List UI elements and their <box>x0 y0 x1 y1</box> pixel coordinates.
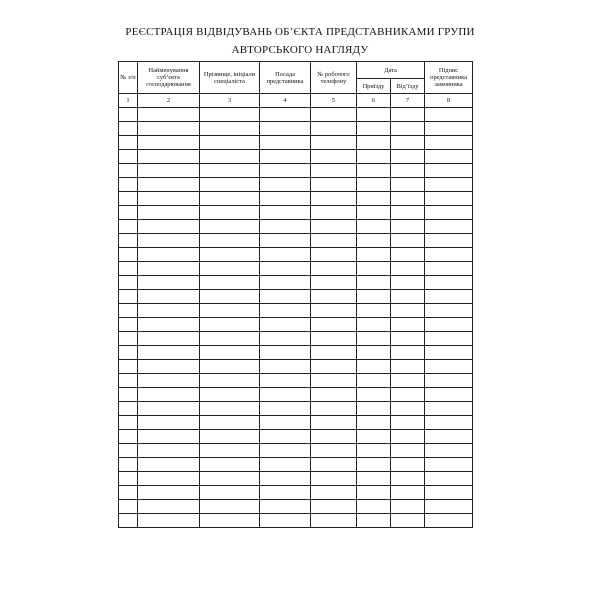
table-cell <box>260 178 311 192</box>
table-cell <box>260 262 311 276</box>
table-row <box>119 444 473 458</box>
table-cell <box>357 122 391 136</box>
header-specialist-name: Прізвище, ініціали спеціаліста <box>200 62 260 94</box>
table-cell <box>138 234 200 248</box>
table-cell <box>260 472 311 486</box>
table-cell <box>260 402 311 416</box>
table-cell <box>357 416 391 430</box>
table-cell <box>311 402 357 416</box>
table-cell <box>357 304 391 318</box>
table-cell <box>260 164 311 178</box>
table-cell <box>200 430 260 444</box>
table-cell <box>119 514 138 528</box>
table-cell <box>425 318 473 332</box>
table-cell <box>200 360 260 374</box>
table-cell <box>200 500 260 514</box>
table-cell <box>311 234 357 248</box>
table-cell <box>260 458 311 472</box>
table-row <box>119 164 473 178</box>
table-cell <box>119 416 138 430</box>
table-cell <box>138 416 200 430</box>
table-cell <box>200 416 260 430</box>
table-cell <box>357 402 391 416</box>
table-cell <box>391 136 425 150</box>
table-cell <box>200 346 260 360</box>
table-cell <box>119 500 138 514</box>
table-cell <box>200 486 260 500</box>
table-cell <box>311 346 357 360</box>
table-cell <box>357 262 391 276</box>
table-cell <box>425 416 473 430</box>
table-cell <box>138 430 200 444</box>
table-cell <box>138 122 200 136</box>
table-cell <box>425 262 473 276</box>
table-cell <box>260 108 311 122</box>
table-cell <box>311 416 357 430</box>
table-cell <box>200 248 260 262</box>
column-number: 1 <box>119 94 138 108</box>
table-cell <box>119 430 138 444</box>
table-cell <box>425 444 473 458</box>
column-number: 8 <box>425 94 473 108</box>
table-cell <box>200 108 260 122</box>
table-cell <box>311 514 357 528</box>
table-cell <box>311 192 357 206</box>
table-cell <box>119 150 138 164</box>
table-cell <box>260 304 311 318</box>
table-cell <box>391 430 425 444</box>
table-cell <box>119 472 138 486</box>
table-cell <box>311 248 357 262</box>
table-cell <box>391 458 425 472</box>
table-cell <box>311 290 357 304</box>
table-cell <box>425 206 473 220</box>
table-cell <box>425 150 473 164</box>
table-cell <box>200 164 260 178</box>
table-cell <box>391 122 425 136</box>
table-row <box>119 486 473 500</box>
table-cell <box>138 374 200 388</box>
table-cell <box>391 248 425 262</box>
table-cell <box>119 206 138 220</box>
table-cell <box>138 346 200 360</box>
table-cell <box>311 388 357 402</box>
table-cell <box>357 164 391 178</box>
table-cell <box>200 276 260 290</box>
table-cell <box>260 388 311 402</box>
table-row <box>119 388 473 402</box>
table-row <box>119 514 473 528</box>
table-cell <box>200 402 260 416</box>
table-row <box>119 318 473 332</box>
table-cell <box>200 304 260 318</box>
table-cell <box>425 178 473 192</box>
table-cell <box>391 206 425 220</box>
table-cell <box>425 304 473 318</box>
table-cell <box>138 486 200 500</box>
table-cell <box>425 136 473 150</box>
table-cell <box>425 430 473 444</box>
table-cell <box>391 332 425 346</box>
table-cell <box>311 374 357 388</box>
table-cell <box>260 430 311 444</box>
table-cell <box>357 234 391 248</box>
table-cell <box>391 416 425 430</box>
table-cell <box>138 262 200 276</box>
table-cell <box>200 472 260 486</box>
table-row <box>119 234 473 248</box>
table-cell <box>138 108 200 122</box>
table-cell <box>260 122 311 136</box>
table-cell <box>119 248 138 262</box>
table-cell <box>357 486 391 500</box>
table-cell <box>260 206 311 220</box>
table-cell <box>311 122 357 136</box>
table-cell <box>260 374 311 388</box>
table-cell <box>119 346 138 360</box>
table-cell <box>200 374 260 388</box>
table-cell <box>311 458 357 472</box>
header-number: № з/п <box>119 62 138 94</box>
table-cell <box>357 150 391 164</box>
table-cell <box>119 318 138 332</box>
table-cell <box>260 486 311 500</box>
table-cell <box>391 304 425 318</box>
table-row <box>119 206 473 220</box>
table-cell <box>357 444 391 458</box>
header-departure: Від’їзду <box>391 79 425 94</box>
table-cell <box>138 500 200 514</box>
table-cell <box>260 332 311 346</box>
table-cell <box>311 206 357 220</box>
table-cell <box>138 206 200 220</box>
table-cell <box>357 276 391 290</box>
header-phone: № робочого телефону <box>311 62 357 94</box>
table-cell <box>357 178 391 192</box>
table-cell <box>311 332 357 346</box>
table-cell <box>391 220 425 234</box>
registration-table <box>118 61 473 528</box>
table-cell <box>391 388 425 402</box>
table-cell <box>200 458 260 472</box>
table-cell <box>425 472 473 486</box>
table-cell <box>425 276 473 290</box>
table-cell <box>311 360 357 374</box>
header-position: Посада представника <box>260 62 311 94</box>
column-number: 5 <box>311 94 357 108</box>
table-row <box>119 122 473 136</box>
header-entity-name: Найменування суб’єкта господарювання <box>138 62 200 94</box>
table-cell <box>425 374 473 388</box>
table-cell <box>425 122 473 136</box>
table-cell <box>138 136 200 150</box>
table-cell <box>391 486 425 500</box>
table-row <box>119 472 473 486</box>
table-cell <box>260 136 311 150</box>
table-cell <box>119 374 138 388</box>
table-row <box>119 346 473 360</box>
table-cell <box>357 318 391 332</box>
table-cell <box>391 234 425 248</box>
table-row <box>119 416 473 430</box>
table-cell <box>138 150 200 164</box>
table-cell <box>425 220 473 234</box>
table-cell <box>391 178 425 192</box>
table-cell <box>138 276 200 290</box>
table-cell <box>200 122 260 136</box>
table-cell <box>119 276 138 290</box>
table-cell <box>119 360 138 374</box>
table-cell <box>391 262 425 276</box>
table-row <box>119 402 473 416</box>
table-cell <box>425 290 473 304</box>
table-cell <box>119 486 138 500</box>
table-row <box>119 108 473 122</box>
table-cell <box>311 220 357 234</box>
table-cell <box>311 136 357 150</box>
table-row <box>119 262 473 276</box>
table-cell <box>138 192 200 206</box>
table-cell <box>200 178 260 192</box>
table-row <box>119 220 473 234</box>
table-cell <box>138 304 200 318</box>
table-cell <box>311 304 357 318</box>
table-cell <box>200 136 260 150</box>
table-cell <box>119 388 138 402</box>
column-number: 7 <box>391 94 425 108</box>
table-cell <box>357 388 391 402</box>
table-cell <box>119 122 138 136</box>
table-cell <box>260 346 311 360</box>
table-body <box>119 108 473 528</box>
table-cell <box>391 514 425 528</box>
table-cell <box>311 500 357 514</box>
table-cell <box>260 500 311 514</box>
table-cell <box>200 388 260 402</box>
table-cell <box>119 402 138 416</box>
table-cell <box>119 108 138 122</box>
table-cell <box>138 458 200 472</box>
table-cell <box>425 234 473 248</box>
table-cell <box>119 458 138 472</box>
table-row <box>119 500 473 514</box>
table-cell <box>119 304 138 318</box>
table-cell <box>391 108 425 122</box>
table-cell <box>391 374 425 388</box>
table-cell <box>425 388 473 402</box>
table-cell <box>119 290 138 304</box>
table-cell <box>138 178 200 192</box>
table-cell <box>311 150 357 164</box>
table-cell <box>311 430 357 444</box>
table-cell <box>200 332 260 346</box>
table-cell <box>425 514 473 528</box>
table-cell <box>200 150 260 164</box>
table-cell <box>425 164 473 178</box>
table-cell <box>391 444 425 458</box>
table-cell <box>357 360 391 374</box>
table-row <box>119 360 473 374</box>
table-cell <box>391 360 425 374</box>
table-cell <box>260 444 311 458</box>
header-arrival: Приїзду <box>357 79 391 94</box>
table-cell <box>357 500 391 514</box>
table-cell <box>200 262 260 276</box>
table-cell <box>260 360 311 374</box>
table-cell <box>119 444 138 458</box>
table-cell <box>260 290 311 304</box>
table-cell <box>119 192 138 206</box>
table-cell <box>200 234 260 248</box>
table-cell <box>138 220 200 234</box>
table-cell <box>391 500 425 514</box>
table-cell <box>138 444 200 458</box>
table-cell <box>391 290 425 304</box>
table-cell <box>119 164 138 178</box>
document-title-line-1: РЕЄСТРАЦІЯ ВІДВІДУВАНЬ ОБ’ЄКТА ПРЕДСТАВНИКАМИ ГРУПИ <box>125 26 475 38</box>
table-cell <box>311 178 357 192</box>
table-cell <box>311 164 357 178</box>
table-cell <box>357 472 391 486</box>
table-cell <box>357 108 391 122</box>
table-cell <box>311 276 357 290</box>
table-cell <box>357 458 391 472</box>
table-cell <box>260 234 311 248</box>
table-cell <box>425 332 473 346</box>
table-cell <box>357 514 391 528</box>
column-number: 4 <box>260 94 311 108</box>
table-cell <box>138 360 200 374</box>
header-signature: Підпис представника замовника <box>425 62 473 94</box>
table-cell <box>260 416 311 430</box>
table-cell <box>391 164 425 178</box>
table-cell <box>311 444 357 458</box>
table-cell <box>357 332 391 346</box>
table-cell <box>425 458 473 472</box>
table-cell <box>357 346 391 360</box>
table-cell <box>200 444 260 458</box>
table-cell <box>425 360 473 374</box>
table-cell <box>425 346 473 360</box>
table-row <box>119 374 473 388</box>
header-date: Дата <box>357 62 425 79</box>
table-cell <box>311 318 357 332</box>
table-cell <box>357 206 391 220</box>
table-row <box>119 458 473 472</box>
table-row <box>119 290 473 304</box>
table-row <box>119 178 473 192</box>
table-cell <box>391 346 425 360</box>
table-cell <box>425 402 473 416</box>
column-number: 6 <box>357 94 391 108</box>
table-cell <box>138 164 200 178</box>
table-cell <box>200 514 260 528</box>
table-cell <box>391 192 425 206</box>
table-cell <box>357 290 391 304</box>
table-cell <box>357 136 391 150</box>
table-cell <box>200 290 260 304</box>
table-cell <box>119 136 138 150</box>
table-cell <box>311 262 357 276</box>
table-cell <box>425 486 473 500</box>
table-cell <box>425 108 473 122</box>
table-cell <box>311 486 357 500</box>
table-cell <box>425 500 473 514</box>
table-cell <box>119 220 138 234</box>
table-cell <box>260 150 311 164</box>
table-cell <box>391 150 425 164</box>
table-cell <box>119 332 138 346</box>
table-cell <box>138 332 200 346</box>
table-cell <box>260 248 311 262</box>
table-cell <box>260 220 311 234</box>
table-row <box>119 150 473 164</box>
table-cell <box>311 108 357 122</box>
table-cell <box>391 472 425 486</box>
table-cell <box>200 192 260 206</box>
table-cell <box>260 192 311 206</box>
document-title-line-2: АВТОРСЬКОГО НАГЛЯДУ <box>231 44 369 56</box>
table-cell <box>138 514 200 528</box>
table-cell <box>138 318 200 332</box>
table-cell <box>391 276 425 290</box>
table-cell <box>138 248 200 262</box>
table-cell <box>260 514 311 528</box>
table-cell <box>260 276 311 290</box>
table-cell <box>425 192 473 206</box>
table-cell <box>425 248 473 262</box>
table-cell <box>357 248 391 262</box>
table-row <box>119 430 473 444</box>
table-row <box>119 276 473 290</box>
table-cell <box>138 290 200 304</box>
table-cell <box>119 262 138 276</box>
table-cell <box>200 220 260 234</box>
column-number: 2 <box>138 94 200 108</box>
column-number: 3 <box>200 94 260 108</box>
table-cell <box>119 234 138 248</box>
table-cell <box>391 402 425 416</box>
table-cell <box>138 402 200 416</box>
table-cell <box>357 374 391 388</box>
table-row <box>119 192 473 206</box>
table-row <box>119 136 473 150</box>
table-cell <box>200 206 260 220</box>
table-row <box>119 332 473 346</box>
table-cell <box>200 318 260 332</box>
table-row <box>119 248 473 262</box>
table-cell <box>357 430 391 444</box>
table-cell <box>260 318 311 332</box>
table-cell <box>119 178 138 192</box>
table-cell <box>391 318 425 332</box>
table-cell <box>138 472 200 486</box>
table-row <box>119 304 473 318</box>
table-cell <box>138 388 200 402</box>
table-cell <box>357 192 391 206</box>
table-cell <box>311 472 357 486</box>
table-cell <box>357 220 391 234</box>
